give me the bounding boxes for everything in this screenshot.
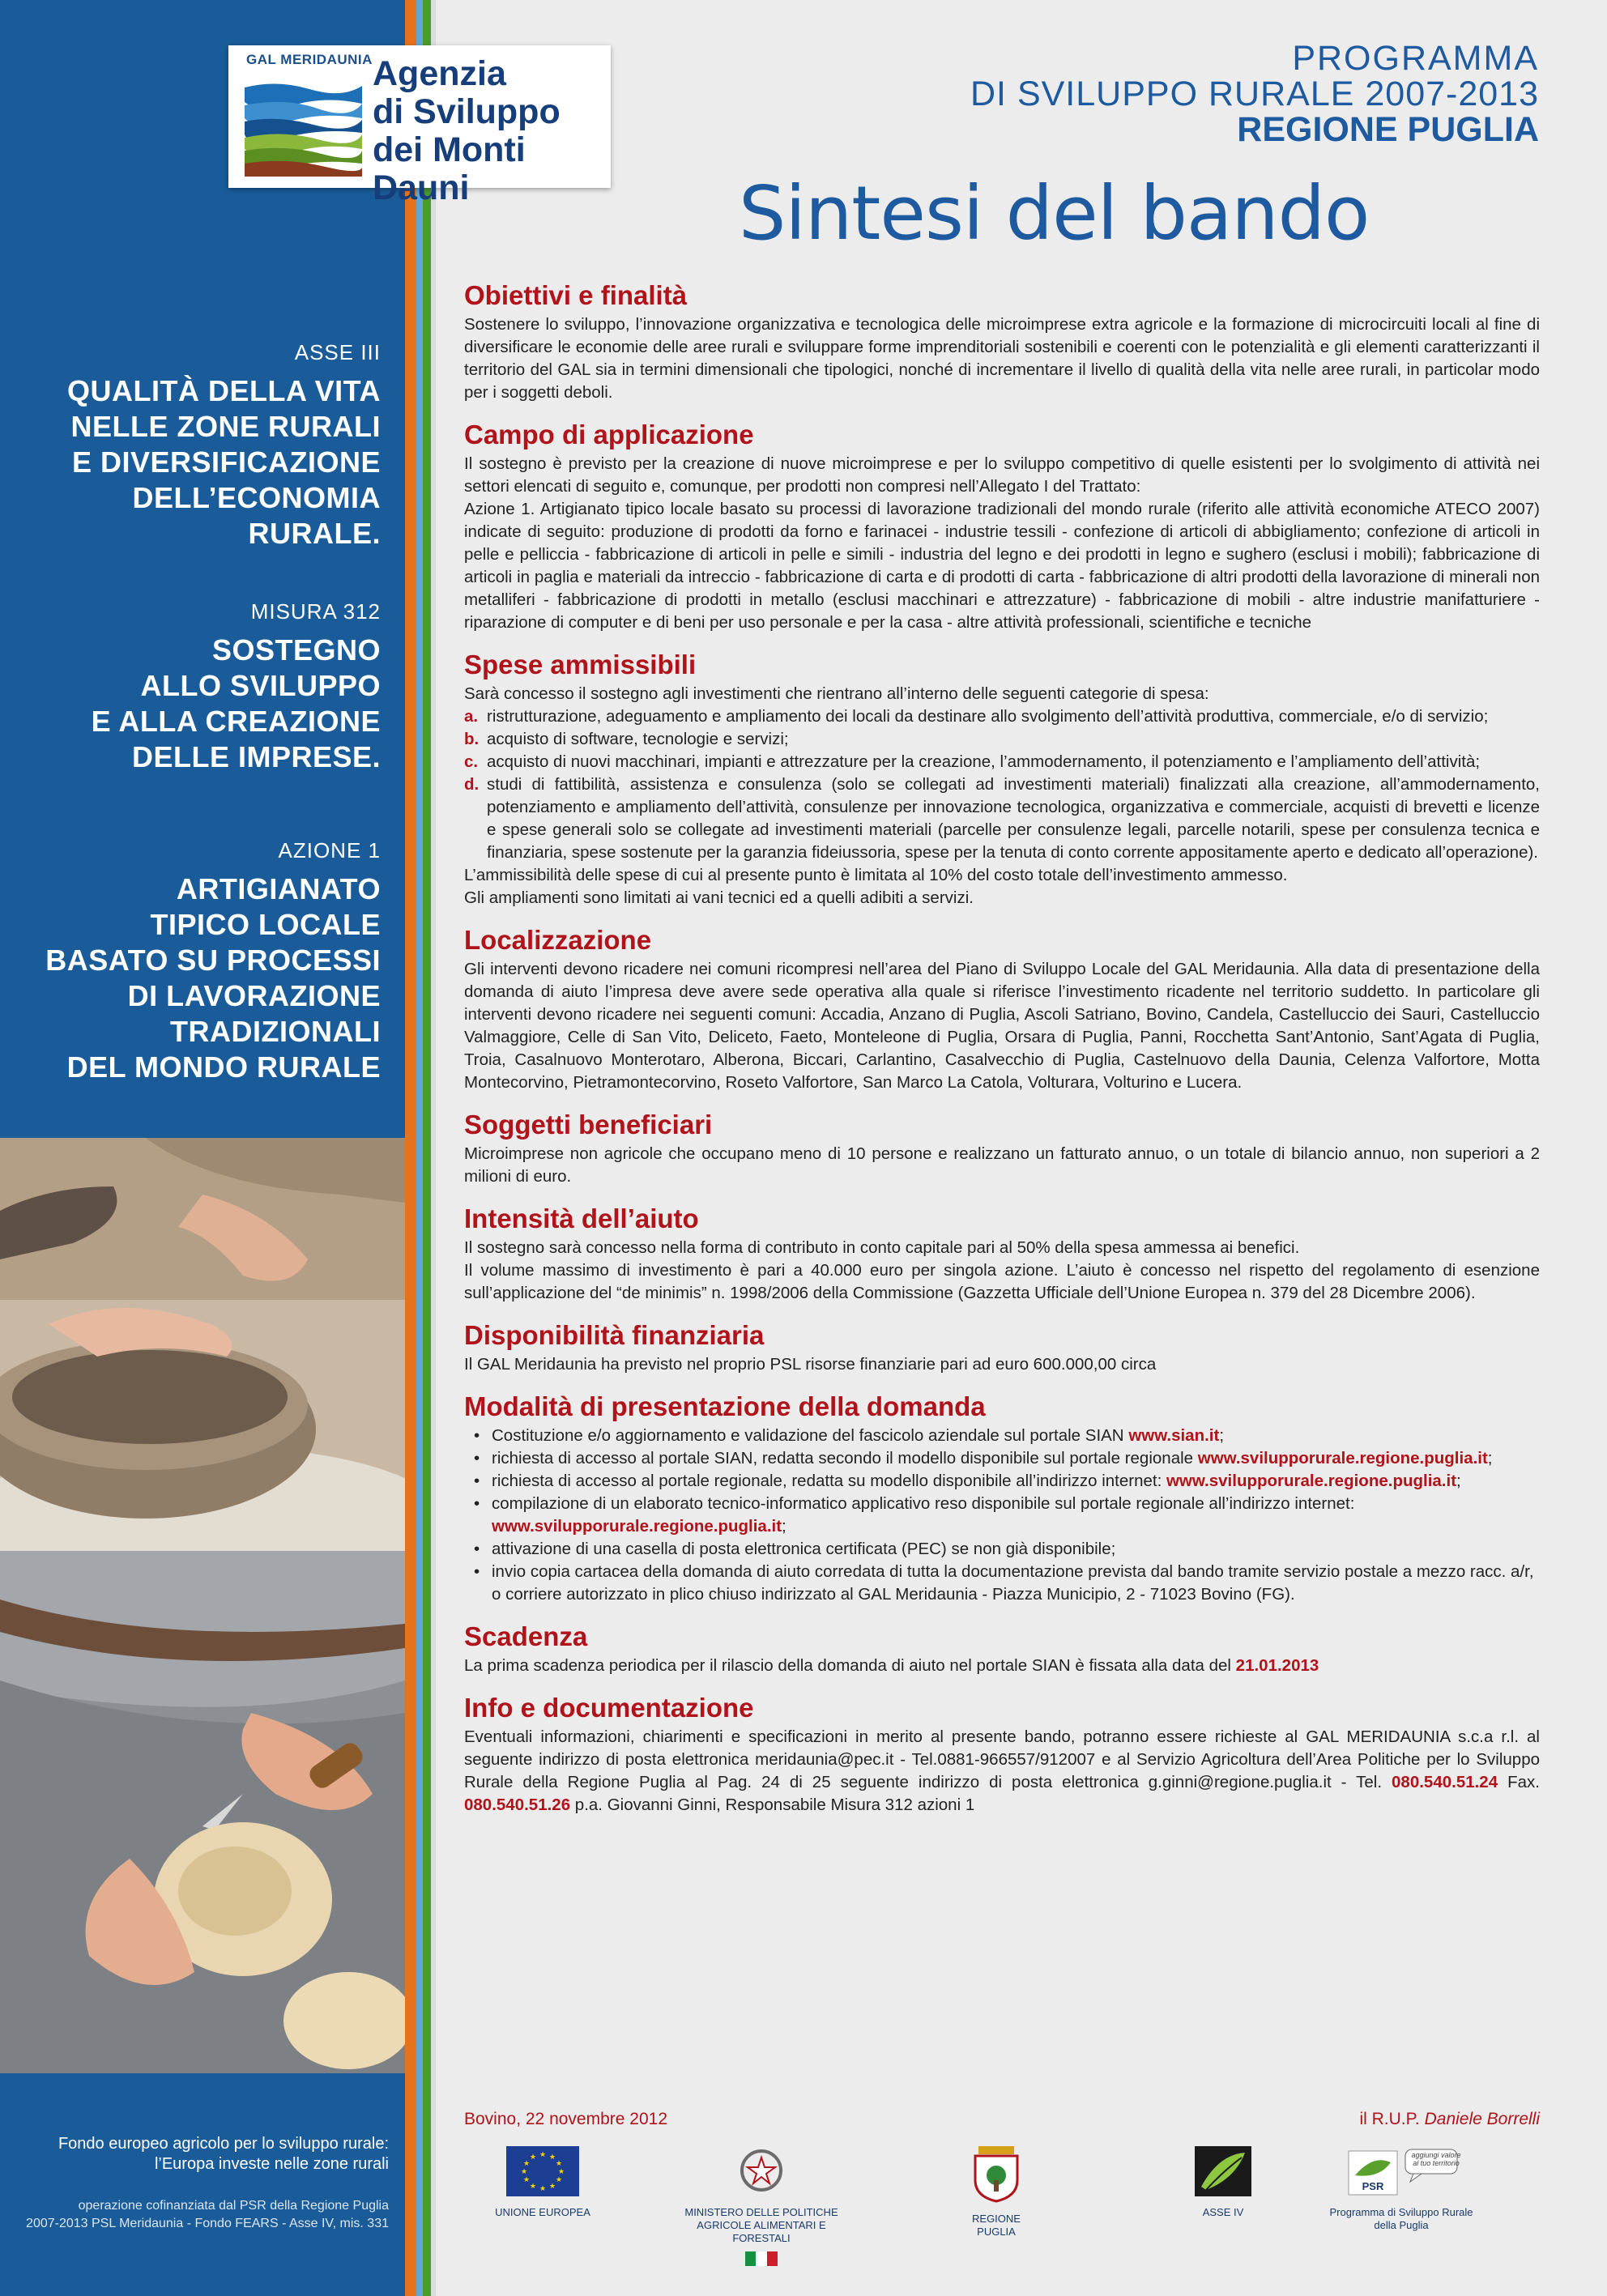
svg-text:★: ★ — [529, 2183, 537, 2191]
section-title: Soggetti beneficiari — [464, 1110, 713, 1139]
leader-asse-iv-icon — [1195, 2146, 1251, 2196]
issue-date: Bovino, 22 novembre 2012 — [464, 2110, 668, 2128]
logo-label: ASSE IV — [1202, 2206, 1244, 2218]
section-text: L’ammissibilità delle spese di cui al presente punto è limitata al 10% del costo totale dell’investimento ammesso. — [464, 866, 1288, 884]
svg-text:★: ★ — [529, 2153, 537, 2162]
main-content — [464, 279, 1540, 1831]
logo-psr — [1320, 2146, 1482, 2232]
svg-text:★: ★ — [555, 2160, 563, 2168]
logo-asse-iv — [1187, 2146, 1260, 2219]
list-text: studi di fattibilità, assistenza e consulenza (solo se collegati ad investimenti materiali) finalizzati alla creazione, all’ammodernamento, potenziamento e ampliamento dell’attività, consulenze per innovazione tecnologica, organizzativa e commerciale, acquisti di brevetti e licenze e spese generali solo se collegate ad investimenti materiali (parcelle per consulenze legali, parcelle notarili, spese per consulenza tecnica e finanziaria, spese sostenute per la garanzia fideiussoria, spese per la tenuta di conto corrente appositamente aperto e dedicato all’operazione). — [487, 775, 1540, 862]
header-line-2: DI SVILUPPO RURALE 2007-2013 — [970, 75, 1539, 113]
list-item: • attivazione di una casella di posta elettronica certificata (PEC) se non già disponibile; — [474, 1538, 1540, 1561]
svg-text:★: ★ — [548, 2183, 556, 2191]
list-text: acquisto di software, tecnologie e servizi; — [487, 730, 789, 748]
list-marker: a. — [464, 707, 479, 726]
logo-name-line: Agenzia — [373, 54, 506, 93]
asse-title-line: E DIVERSIFICAZIONE — [71, 445, 381, 479]
logo-label: MINISTERO DELLE POLITICHE AGRICOLE ALIMENTARI E FORESTALI — [684, 2206, 838, 2244]
list-item: • richiesta di accesso al portale regionale, redatta su modello disponibile all’indirizzo internet: www.svilupporurale.regione.puglia.it; — [474, 1472, 1461, 1490]
section-title: Localizzazione — [464, 925, 652, 955]
italian-flag-icon — [745, 2251, 778, 2266]
section-modalita — [464, 1391, 1540, 1606]
stripe-orange — [405, 0, 416, 2296]
asse-title — [32, 373, 381, 552]
section-intensita — [464, 1203, 1540, 1305]
logo-label: REGIONE PUGLIA — [972, 2213, 1021, 2238]
section-scadenza — [464, 1621, 1540, 1677]
carving-photo — [0, 1551, 405, 2073]
logo-eu — [486, 2146, 599, 2219]
list-item — [464, 773, 1540, 864]
svg-text:★: ★ — [555, 2176, 563, 2184]
list-item: • Costituzione e/o aggiornamento e validazione del fascicolo aziendale sul portale SIAN www.sian.it; — [474, 1426, 1225, 1445]
list-marker: d. — [464, 775, 480, 794]
logo-ministero — [684, 2146, 838, 2266]
svg-text:★: ★ — [548, 2153, 556, 2162]
logo-name-line: dei Monti Dauni — [373, 130, 526, 207]
section-title: Scadenza — [464, 1621, 588, 1651]
list-marker: c. — [464, 752, 479, 771]
logo-label: Programma di Sviluppo Rurale della Puglia — [1329, 2206, 1473, 2231]
svilupporurale-link[interactable]: www.svilupporurale.regione.puglia.it — [1166, 1472, 1457, 1490]
header-line-1: PROGRAMMA — [1292, 39, 1539, 78]
section-obiettivi — [464, 279, 1540, 404]
svilupporurale-link[interactable]: www.svilupporurale.regione.puglia.it — [492, 1517, 782, 1536]
list-item: • richiesta di accesso al portale SIAN, redatta secondo il modello disponibile sul portale regionale www.svilupporurale.regione.puglia.it; — [474, 1449, 1493, 1467]
section-title: Campo di applicazione — [464, 420, 754, 449]
rup-name: Daniele Borrelli — [1424, 2110, 1540, 2128]
regione-puglia-shield-icon — [972, 2146, 1021, 2203]
landscape-logo-icon — [245, 55, 362, 177]
section-title: Spese ammissibili — [464, 650, 697, 679]
section-text: Gli ampliamenti sono limitati ai vani tecnici ed a quelli adibiti a servizi. — [464, 888, 974, 907]
phone-number: 080.540.51.24 — [1392, 1773, 1498, 1791]
section-text: La prima scadenza periodica per il rilascio della domanda di aiuto nel portale SIAN è fissata alla data del — [464, 1656, 1236, 1675]
misura-title-line: DELLE IMPRESE. — [131, 740, 381, 773]
section-text: Il GAL Meridaunia ha previsto nel proprio PSL risorse finanziarie pari ad euro 600.000,00 circa — [464, 1355, 1157, 1374]
list-text: ristrutturazione, adeguamento e ampliamento dei locali da destinare allo svolgimento dell’attività produttiva, commerciale, e/o di servizio; — [487, 707, 1489, 726]
asse-label: ASSE III — [294, 340, 381, 364]
section-localizzazione — [464, 924, 1540, 1094]
section-text: Sostenere lo sviluppo, l’innovazione organizzativa e tecnologica delle microimprese extra agricole e la formazione di microcircuiti locali al fine di diversificare le economie delle aree rurali e sviluppare forme imprenditoriali sostenibili e coerenti con le potenzialità e gli elementi caratterizzanti il territorio del GAL sia in termini dimensionali che tipologici, nonché di incrementare il livello di qualità della vita nelle aree rurali, in particolar modo per i soggetti deboli. — [464, 315, 1540, 402]
asse-title-line: RURALE. — [248, 517, 381, 550]
cofin-line: 2007-2013 PSL Meridaunia - Fondo FEARS - Asse IV, mis. 331 — [26, 2217, 389, 2230]
misura-block — [32, 599, 381, 775]
deadline-date: 21.01.2013 — [1235, 1656, 1319, 1675]
svg-text:★: ★ — [539, 2151, 547, 2159]
svg-text:★: ★ — [557, 2168, 565, 2176]
wood-carving-image — [0, 1551, 405, 2073]
asse-title-line: NELLE ZONE RURALI — [70, 410, 381, 443]
section-text: Microimprese non agricole che occupano meno di 10 persone e realizzano un fatturato annuo, o un totale di bilancio annuo, non superiori a 2 milioni di euro. — [464, 1144, 1540, 1186]
section-title: Modalità di presentazione della domanda — [464, 1391, 986, 1421]
list-item — [464, 751, 1540, 773]
azione-title-line: DEL MONDO RURALE — [66, 1050, 381, 1084]
pottery-photo — [0, 1138, 405, 1551]
svg-text:★: ★ — [522, 2176, 531, 2184]
list-text: Costituzione e/o aggiornamento e validazione del fascicolo aziendale sul portale SIAN — [492, 1426, 1129, 1445]
psr-letters: PSR — [1362, 2180, 1384, 2192]
svg-text:★: ★ — [539, 2185, 547, 2193]
azione-title-line: TIPICO LOCALE — [150, 908, 381, 941]
section-disponibilita — [464, 1319, 1540, 1376]
azione-title — [32, 871, 381, 1085]
gal-logo — [228, 45, 611, 207]
list-text: compilazione di un elaborato tecnico-informatico applicativo reso disponibile sul portale regionale all’indirizzo internet: — [492, 1494, 1355, 1513]
logo-name-line: di Sviluppo — [373, 92, 561, 131]
section-spese — [464, 649, 1540, 909]
list-item — [464, 728, 1540, 751]
fax-number: 080.540.51.26 — [464, 1795, 571, 1814]
page-title: Sintesi del bando — [739, 170, 1370, 257]
svg-text:★: ★ — [522, 2160, 531, 2168]
azione-label: AZIONE 1 — [278, 838, 381, 863]
cofinancing-text — [16, 2197, 389, 2233]
logo-gal-text: GAL MERIDAUNIA — [246, 52, 373, 67]
spese-list — [464, 705, 1540, 864]
rup-signature: il R.U.P. Daniele Borrelli — [1359, 2110, 1540, 2128]
section-text: Il sostegno sarà concesso nella forma di contributo in conto capitale pari al 50% della spesa ammessa ai benefici. — [464, 1238, 1300, 1257]
footer-logos — [486, 2146, 1539, 2292]
program-header — [970, 40, 1539, 147]
list-text: acquisto di nuovi macchinari, impianti e attrezzature per la creazione, l’ammodernamento, il potenziamento e l’ampliamento dell’attività; — [487, 752, 1481, 771]
fund-text — [16, 2134, 389, 2175]
section-soggetti — [464, 1109, 1540, 1188]
fund-line: l’Europa investe nelle zone rurali — [154, 2155, 389, 2173]
stripe-green — [423, 0, 431, 2296]
section-text: Il volume massimo di investimento è pari a 40.000 euro per singola azione. L’aiuto è concesso nel rispetto del regolamento di esenzione sull’applicazione del “de minimis” n. 1998/2006 della Commissione (Gazzetta Ufficiale dell’Unione Europea n. 379 del 28 Dicembre 2006). — [464, 1261, 1540, 1302]
section-title: Info e documentazione — [464, 1693, 754, 1723]
asse-block — [32, 340, 381, 552]
psr-tagline: aggiungi valore al tuo territorio — [1411, 2151, 1461, 2167]
stripe-light-blue — [416, 0, 423, 2296]
misura-label: MISURA 312 — [250, 599, 381, 624]
logo-agency-name — [373, 55, 607, 207]
azione-block — [32, 838, 381, 1085]
azione-title-line: DI LAVORAZIONE — [127, 979, 381, 1012]
cofin-line: operazione cofinanziata dal PSR della Regione Puglia — [78, 2199, 389, 2213]
list-text: richiesta di accesso al portale SIAN, redatta secondo il modello disponibile sul portale regionale — [492, 1449, 1198, 1467]
section-text: Azione 1. Artigianato tipico locale basato su processi di lavorazione tradizionali del mondo rurale (riferito alle attività economiche ATECO 2007) indicate di seguito: produzione di prodotti da forno e farinacei - industrie tessili - confezione di articoli di abbigliamento; confezione di articoli in pelle e pelliccia - fabbricazione di articoli in pelle e simili - industria del legno e dei prodotti in legno e sughero (esclusi i mobili); fabbricazione di articoli in paglia e materiali da intreccio - fabbricazione di carta e di prodotti di carta - fabbricazione di altri prodotti della lavorazione di minerali non metalliferi - fabbricazione di prodotti in metallo (esclusi macchinari e attrezzature) - fabbricazione di mobili - altre industrie manifatturiere - riparazione di computer e di beni per uso personale e per la casa - altre attività professionali, scientifiche e tecniche — [464, 500, 1540, 632]
italian-emblem-icon — [733, 2146, 790, 2196]
misura-title-line: ALLO SVILUPPO — [140, 669, 381, 702]
misura-title-line: SOSTEGNO — [211, 633, 381, 667]
modalita-list — [464, 1425, 1540, 1606]
sidebar-footer — [0, 2073, 405, 2296]
section-text: Sarà concesso il sostegno agli investimenti che rientrano all’interno delle seguenti categorie di spesa: — [464, 684, 1209, 703]
section-title: Obiettivi e finalità — [464, 280, 688, 310]
section-title: Disponibilità finanziaria — [464, 1320, 765, 1350]
section-title: Intensità dell’aiuto — [464, 1203, 699, 1233]
fund-line: Fondo europeo agricolo per lo sviluppo rurale: — [58, 2135, 389, 2153]
list-text: richiesta di accesso al portale regionale, redatta su modello disponibile all’indirizzo internet: — [492, 1472, 1166, 1490]
list-item: • compilazione di un elaborato tecnico-informatico applicativo reso disponibile sul portale regionale all’indirizzo internet: www.svilupporurale.regione.puglia.it; — [474, 1494, 1355, 1536]
sian-link[interactable]: www.sian.it — [1128, 1426, 1220, 1445]
svilupporurale-link[interactable]: www.svilupporurale.regione.puglia.it — [1197, 1449, 1488, 1467]
section-info: Info e documentazione Eventuali informazioni, chiarimenti e specificazioni in merito al presente bando, potranno essere richieste al GAL MERIDAUNIA s.c.a r.l. al seguente indirizzo di posta elettronica meridaunia@pec.it - Tel.0881-966557/912007 e al Servizio Agricoltura dell’Area Politiche per lo Sviluppo Rurale della Regione Puglia al Pag. 24 di 25 seguente indirizzo di posta elettronica g.ginni@regione.puglia.it - Tel. 080.540.51.24 Fax. 080.540.51.26 p.a. Giovanni Ginni, Responsabile Misura 312 azioni 1 — [464, 1693, 1540, 1814]
list-text: attivazione di una casella di posta elettronica certificata (PEC) se non già disponibile; — [492, 1540, 1116, 1558]
section-text: Il sostegno è previsto per la creazione di nuove microimprese e per lo sviluppo competitivo di quelle esistenti per lo svolgimento di attività nei settori elencati di seguito e, comunque, per prodotti non compresi nell’Allegato I del Trattato: — [464, 454, 1540, 496]
misura-title — [32, 633, 381, 775]
misura-title-line: E ALLA CREAZIONE — [91, 705, 381, 738]
asse-title-line: DELL’ECONOMIA — [132, 481, 381, 514]
list-item — [464, 705, 1540, 728]
azione-title-line: ARTIGIANATO — [176, 872, 381, 905]
list-item: • invio copia cartacea della domanda di aiuto corredata di tutta la documentazione prevista dal bando tramite servizio postale a mezzo racc. a/r, o corriere autorizzato in plico chiuso indirizzato al GAL Meridaunia - Piazza Municipio, 2 - 71023 Bovino (FG). — [474, 1561, 1540, 1606]
list-text: invio copia cartacea della domanda di aiuto corredata di tutta la documentazione prevista dal bando tramite servizio postale a mezzo racc. a/r, o corriere autorizzato in plico chiuso indirizzato al GAL Meridaunia - Piazza Municipio, 2 - 71023 Bovino (FG). — [492, 1562, 1534, 1604]
logo-regione — [952, 2146, 1041, 2238]
azione-title-line: TRADIZIONALI — [170, 1015, 381, 1048]
eu-flag-icon — [506, 2146, 579, 2196]
section-text: Eventuali informazioni, chiarimenti e specificazioni in merito al presente bando, potranno essere richieste al GAL MERIDAUNIA s.c.a r.l. al seguente indirizzo di posta elettronica meridaunia@pec.it - Tel.0881-966557/912007 e al Servizio Agricoltura dell’Area Politiche per lo Sviluppo Rurale della Regione Puglia al Pag. 24 di 25 seguente indirizzo di posta elettronica g.ginni@regione.puglia.it - Tel. — [464, 1727, 1540, 1791]
asse-title-line: QUALITÀ DELLA VITA — [67, 374, 381, 407]
section-campo — [464, 419, 1540, 634]
pottery-hands-image — [0, 1138, 405, 1551]
header-line-3: REGIONE PUGLIA — [1237, 110, 1539, 149]
list-marker: b. — [464, 730, 480, 748]
stripe-light — [431, 0, 436, 2296]
azione-title-line: BASATO SU PROCESSI — [45, 944, 381, 977]
section-text: Gli interventi devono ricadere nei comuni ricompresi nell’area del Piano di Sviluppo Locale del GAL Meridaunia. Alla data di presentazione della domanda di aiuto l’impresa deve avere sede operativa alla quale si riferisce l’investimento ricadente nel territorio suddetto. In particolare gli interventi devono ricadere nei seguenti comuni: Accadia, Anzano di Puglia, Ascoli Satriano, Bovino, Candela, Castelluccio dei Sauri, Castelluccio Valmaggiore, Celle di San Vito, Deliceto, Faeto, Monteleone di Puglia, Orsara di Puglia, Panni, Rocchetta Sant’Antonio, Sant’Agata di Puglia, Troia, Casalnuovo Monterotaro, Alberona, Biccari, Carlantino, Casalvecchio di Puglia, Castelnuovo della Daunia, Celenza Valfortore, Motta Montecorvino, Pietramontecorvino, Roseto Valfortore, San Marco La Catola, Volturara, Volturino e Lucera. — [464, 960, 1540, 1092]
svg-text:★: ★ — [520, 2168, 528, 2176]
logo-label: UNIONE EUROPEA — [495, 2206, 590, 2218]
